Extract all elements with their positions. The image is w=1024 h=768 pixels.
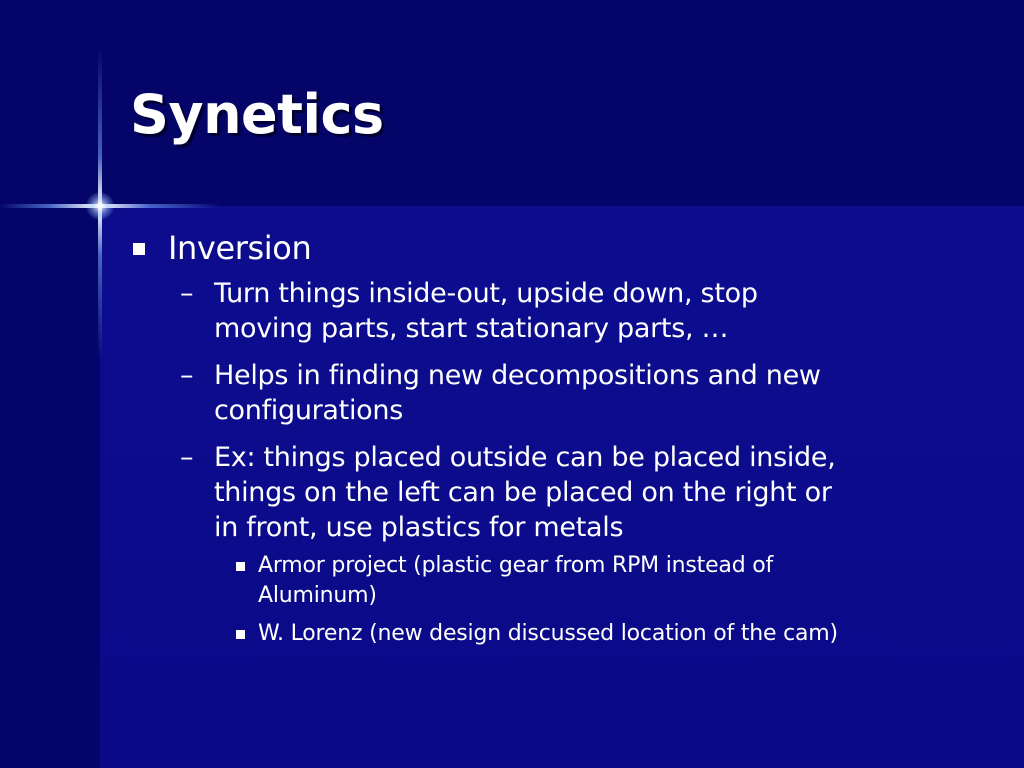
slide-body [130, 228, 950, 657]
bullet-text: Ex: things placed outside can be placed inside, things on the left can be placed on the right or in front, use plastics for metals [214, 442, 836, 543]
bullet-level3-item [130, 551, 858, 611]
bullet-level2-item [130, 276, 854, 346]
slide-title: Synetics [130, 83, 384, 146]
left-margin-band [0, 206, 100, 768]
bullet-text: Inversion [168, 229, 312, 267]
bullet-level2-item [130, 440, 854, 545]
dash-bullet-icon: – [180, 360, 194, 391]
bullet-level1-inversion [130, 228, 950, 268]
bullet-text: Turn things inside-out, upside down, stop moving parts, start stationary parts, … [214, 278, 758, 344]
bullet-text: W. Lorenz (new design discussed location of the cam) [258, 621, 838, 646]
square-bullet-icon [236, 630, 245, 639]
square-bullet-icon [133, 243, 145, 255]
dash-bullet-icon: – [180, 442, 194, 473]
bullet-level2-item [130, 358, 854, 428]
dash-bullet-icon: – [180, 278, 194, 309]
bullet-text: Armor project (plastic gear from RPM instead of Aluminum) [258, 553, 774, 608]
square-bullet-icon [236, 562, 245, 571]
bullet-level3-item [130, 619, 858, 649]
star-sparkle-icon [86, 192, 114, 220]
bullet-text: Helps in finding new decompositions and new configurations [214, 360, 821, 426]
